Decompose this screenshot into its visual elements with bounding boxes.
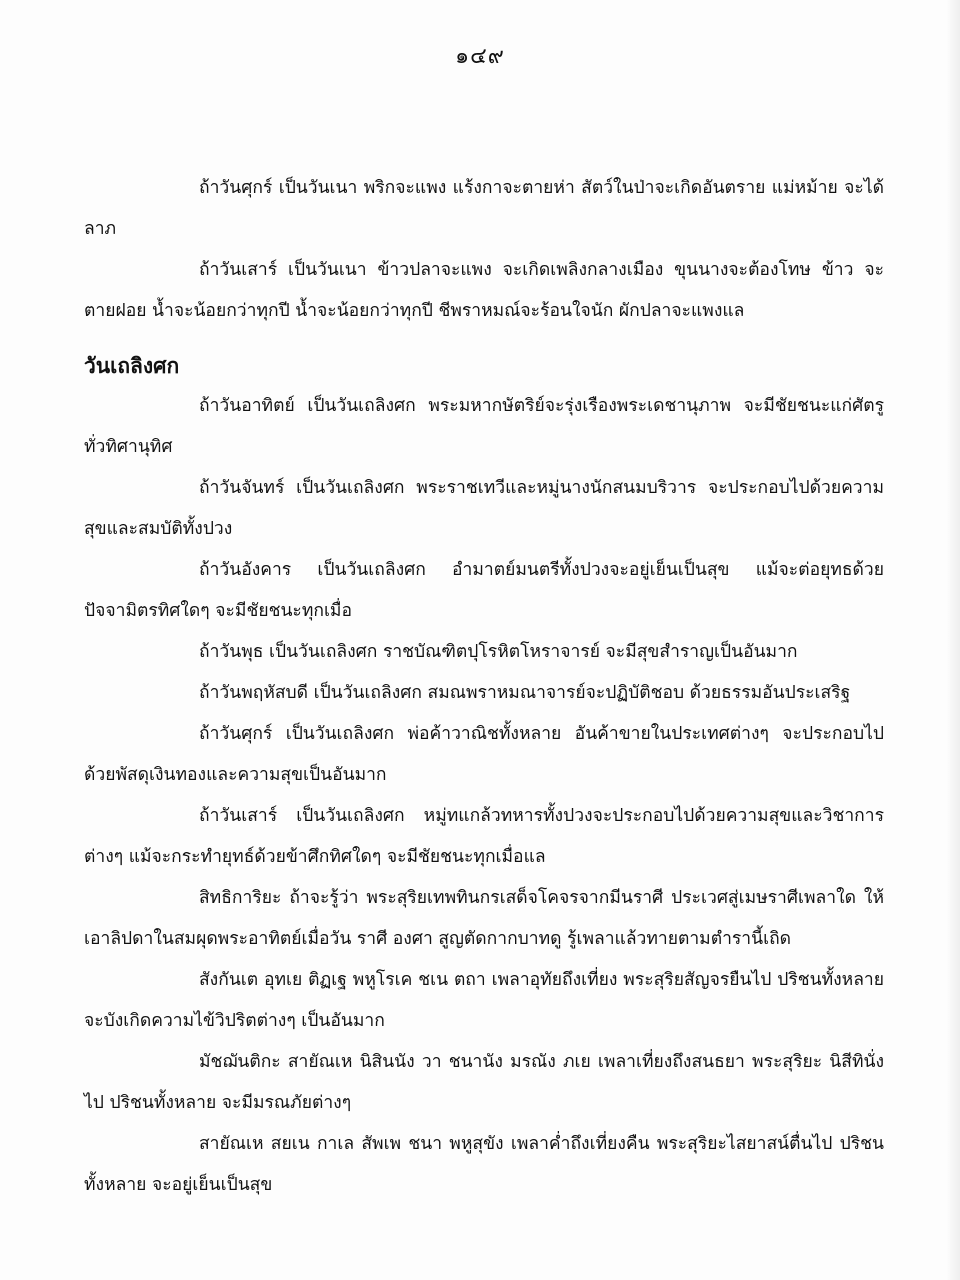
page-number: ๑๔๙ [455, 44, 505, 69]
paragraph-friday: ถ้าวันศุกร์ เป็นวันเถลิงศก พ่อค้าวาณิชทั้งหลาย อันค้าขายในประเทศต่างๆ จะประกอบไปด้วยพัสดุเงินทองและความสุขเป็นอันมาก [84, 724, 884, 785]
paragraph-sitthikariya: สิทธิการิยะ ถ้าจะรู้ว่า พระสุริยเทพทินกรเสด็จโคจรจากมีนราศี ประเวศสู่เมษราศีเพลาใด ให้เอาลิปดาในสมผุดพระอาทิตย์เมื่อวัน ราศี องศา สูญตัดกากบาทดู รู้เพลาแล้วทายตามตำรานี้เถิด [84, 888, 884, 949]
paragraph-wednesday: ถ้าวันพุธ เป็นวันเถลิงศก ราชบัณฑิตปุโรหิตโหราจารย์ จะมีสุขสำราญเป็นอันมาก [199, 642, 798, 662]
paragraph-monday: ถ้าวันจันทร์ เป็นวันเถลิงศก พระราชเทวีและหมู่นางนักสนมบริวาร จะประกอบไปด้วยความสุขและสมบัติทั้งปวง [84, 478, 884, 539]
scan-edge-shadow [946, 0, 960, 1280]
paragraph-saturday: ถ้าวันเสาร์ เป็นวันเถลิงศก หมู่ทแกล้วทหารทั้งปวงจะประกอบไปด้วยความสุขและวิชาการต่างๆ แม้จะกระทำยุทธ์ด้วยข้าศึกทิศใดๆ จะมีชัยชนะทุกเมื่อแล [84, 806, 884, 867]
paragraph-tuesday: ถ้าวันอังคาร เป็นวันเถลิงศก อำมาตย์มนตรีทั้งปวงจะอยู่เย็นเป็นสุข แม้จะต่อยุทธด้วยปัจจามิตรทิศใดๆ จะมีชัยชนะทุกเมื่อ [84, 560, 884, 621]
paragraph-majjhantika: มัชฌันติกะ สายัณเห นิสินนัง วา ชนานัง มรณัง ภเย เพลาเที่ยงถึงสนธยา พระสุริยะ นิสีทินั่งไป ปริชนทั้งหลาย จะมีมรณภัยต่างๆ [84, 1052, 884, 1113]
page-body [84, 168, 884, 1206]
paragraph-thursday: ถ้าวันพฤหัสบดี เป็นวันเถลิงศก สมณพราหมณาจารย์จะปฏิบัติชอบ ด้วยธรรมอันประเสริฐ [199, 683, 851, 703]
section-heading: วันเถลิงศก [84, 354, 180, 378]
paragraph-sayanhe: สายัณเห สยเน กาเล สัพเพ ชนา พหูสุขัง เพลาค่ำถึงเที่ยงคืน พระสุริยะไสยาสน์ตื่นไป ปริชนทั้งหลาย จะอยู่เย็นเป็นสุข [84, 1134, 884, 1195]
paragraph-sunday: ถ้าวันอาทิตย์ เป็นวันเถลิงศก พระมหากษัตริย์จะรุ่งเรืองพระเดชานุภาพ จะมีชัยชนะแก่ศัตรูทั่วทิศานุทิศ [84, 396, 884, 457]
paragraph-sangkante: สังกันเต อุทเย ติฏเฐ พหูโรเค ชเน ตถา เพลาอุทัยถึงเที่ยง พระสุริยสัญจรยืนไป ปริชนทั้งหลาย จะบังเกิดความไข้วิปริตต่างๆ เป็นอันมาก [84, 970, 884, 1031]
paragraph-friday-nao: ถ้าวันศุกร์ เป็นวันเนา พริกจะแพง แร้งกาจะตายห่า สัตว์ในป่าจะเกิดอันตราย แม่หม้าย จะได้ลาภ [84, 178, 884, 239]
paragraph-saturday-nao: ถ้าวันเสาร์ เป็นวันเนา ข้าวปลาจะแพง จะเกิดเพลิงกลางเมือง ขุนนางจะต้องโทษ ข้าว จะตายฝอย น้ำจะน้อยกว่าทุกปี น้ำจะน้อยกว่าทุกปี ชีพราหมณ์จะร้อนใจนัก ผักปลาจะแพงแล [84, 260, 884, 321]
